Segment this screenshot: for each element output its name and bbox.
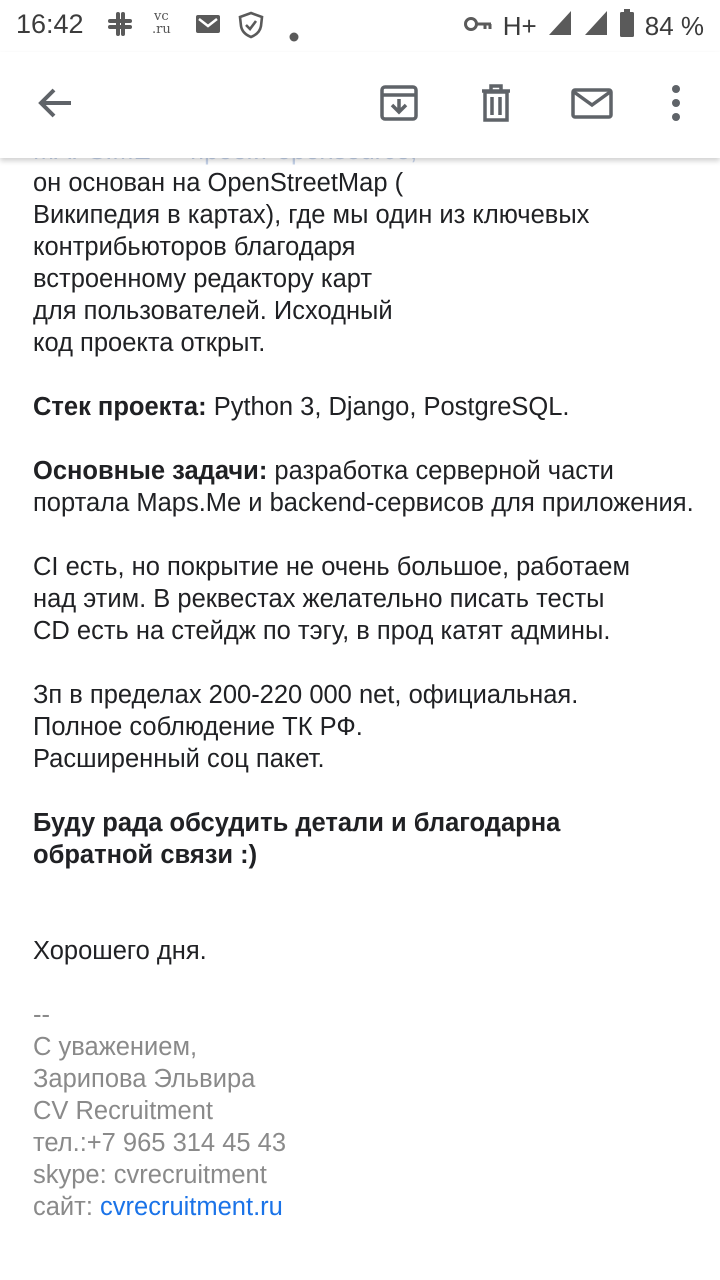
mark-unread-button[interactable] bbox=[564, 77, 620, 133]
stack-value: Python 3, Django, PostgreSQL. bbox=[206, 393, 570, 421]
closing-line: Буду рада обсудить детали и благодарна bbox=[33, 809, 561, 837]
site-label: сайт: bbox=[33, 1193, 101, 1221]
dot-icon bbox=[289, 18, 299, 49]
ci-line: CD есть на стейдж по тэгу, в прод катят админы. bbox=[33, 617, 611, 645]
signature-skype: skype: cvrecruitment bbox=[33, 1161, 267, 1189]
ci-line: над этим. В реквестах желательно писать тесты bbox=[33, 585, 605, 613]
delete-icon bbox=[476, 83, 516, 128]
intro-line: контрибьюторов благодаря bbox=[33, 233, 356, 261]
email-toolbar bbox=[0, 52, 720, 158]
signature-phone: тел.:+7 965 314 45 43 bbox=[33, 1129, 287, 1157]
salary-line: Полное соблюдение ТК РФ. bbox=[33, 713, 363, 741]
stack-label: Стек проекта: bbox=[33, 393, 207, 421]
slack-icon bbox=[106, 10, 134, 45]
clock: 16:42 bbox=[16, 9, 84, 39]
signal-icon bbox=[583, 9, 609, 44]
email-body bbox=[33, 135, 703, 1223]
network-type: H+ bbox=[502, 11, 537, 41]
delete-button[interactable] bbox=[468, 77, 524, 133]
tasks-value: разработка серверной части портала Maps.Me и backend-сервисов для приложения. bbox=[33, 457, 694, 517]
signature-separator: -- bbox=[33, 1001, 50, 1029]
vpn-key-icon bbox=[463, 11, 493, 42]
archive-icon bbox=[379, 83, 419, 128]
back-button[interactable] bbox=[27, 77, 83, 133]
salary-line: Зп в пределах 200-220 000 net, официальная. bbox=[33, 681, 579, 709]
more-vert-icon bbox=[670, 83, 682, 128]
mail-icon bbox=[570, 83, 614, 128]
intro-line: код проекта открыт. bbox=[33, 329, 266, 357]
status-bar bbox=[0, 0, 720, 52]
shield-icon bbox=[236, 10, 266, 47]
stack-paragraph bbox=[33, 391, 703, 423]
farewell-text: Хорошего дня. bbox=[33, 937, 207, 965]
status-right bbox=[463, 8, 704, 45]
intro-line: для пользователей. Исходный bbox=[33, 297, 393, 325]
site-link[interactable]: cvrecruitment.ru bbox=[100, 1193, 283, 1221]
battery-icon bbox=[619, 8, 635, 45]
tasks-paragraph bbox=[33, 455, 703, 519]
intro-line: Википедия в картах), где мы один из ключевых bbox=[33, 201, 590, 229]
more-options-button[interactable] bbox=[648, 77, 704, 133]
salary-line: Расширенный соц пакет. bbox=[33, 745, 325, 773]
arrow-back-icon bbox=[35, 83, 75, 128]
vc-ru-icon: vc .ru bbox=[152, 9, 171, 37]
battery-level: 84 % bbox=[644, 11, 704, 41]
signature-company: CV Recruitment bbox=[33, 1097, 213, 1125]
signature-site bbox=[33, 1191, 703, 1223]
signature-regards: С уважением, bbox=[33, 1033, 198, 1061]
intro-line: он основан на OpenStreetMap ( bbox=[33, 169, 404, 197]
ci-line: CI есть, но покрытие не очень большое, работаем bbox=[33, 553, 630, 581]
archive-button[interactable] bbox=[371, 77, 427, 133]
gmail-icon bbox=[194, 10, 222, 45]
tasks-label: Основные задачи: bbox=[33, 457, 268, 485]
signature-name: Зарипова Эльвира bbox=[33, 1065, 256, 1093]
signature bbox=[33, 999, 703, 1223]
signal-icon bbox=[547, 9, 573, 44]
intro-line: встроенному редактору карт bbox=[33, 265, 373, 293]
closing-line: обратной связи :) bbox=[33, 841, 258, 869]
